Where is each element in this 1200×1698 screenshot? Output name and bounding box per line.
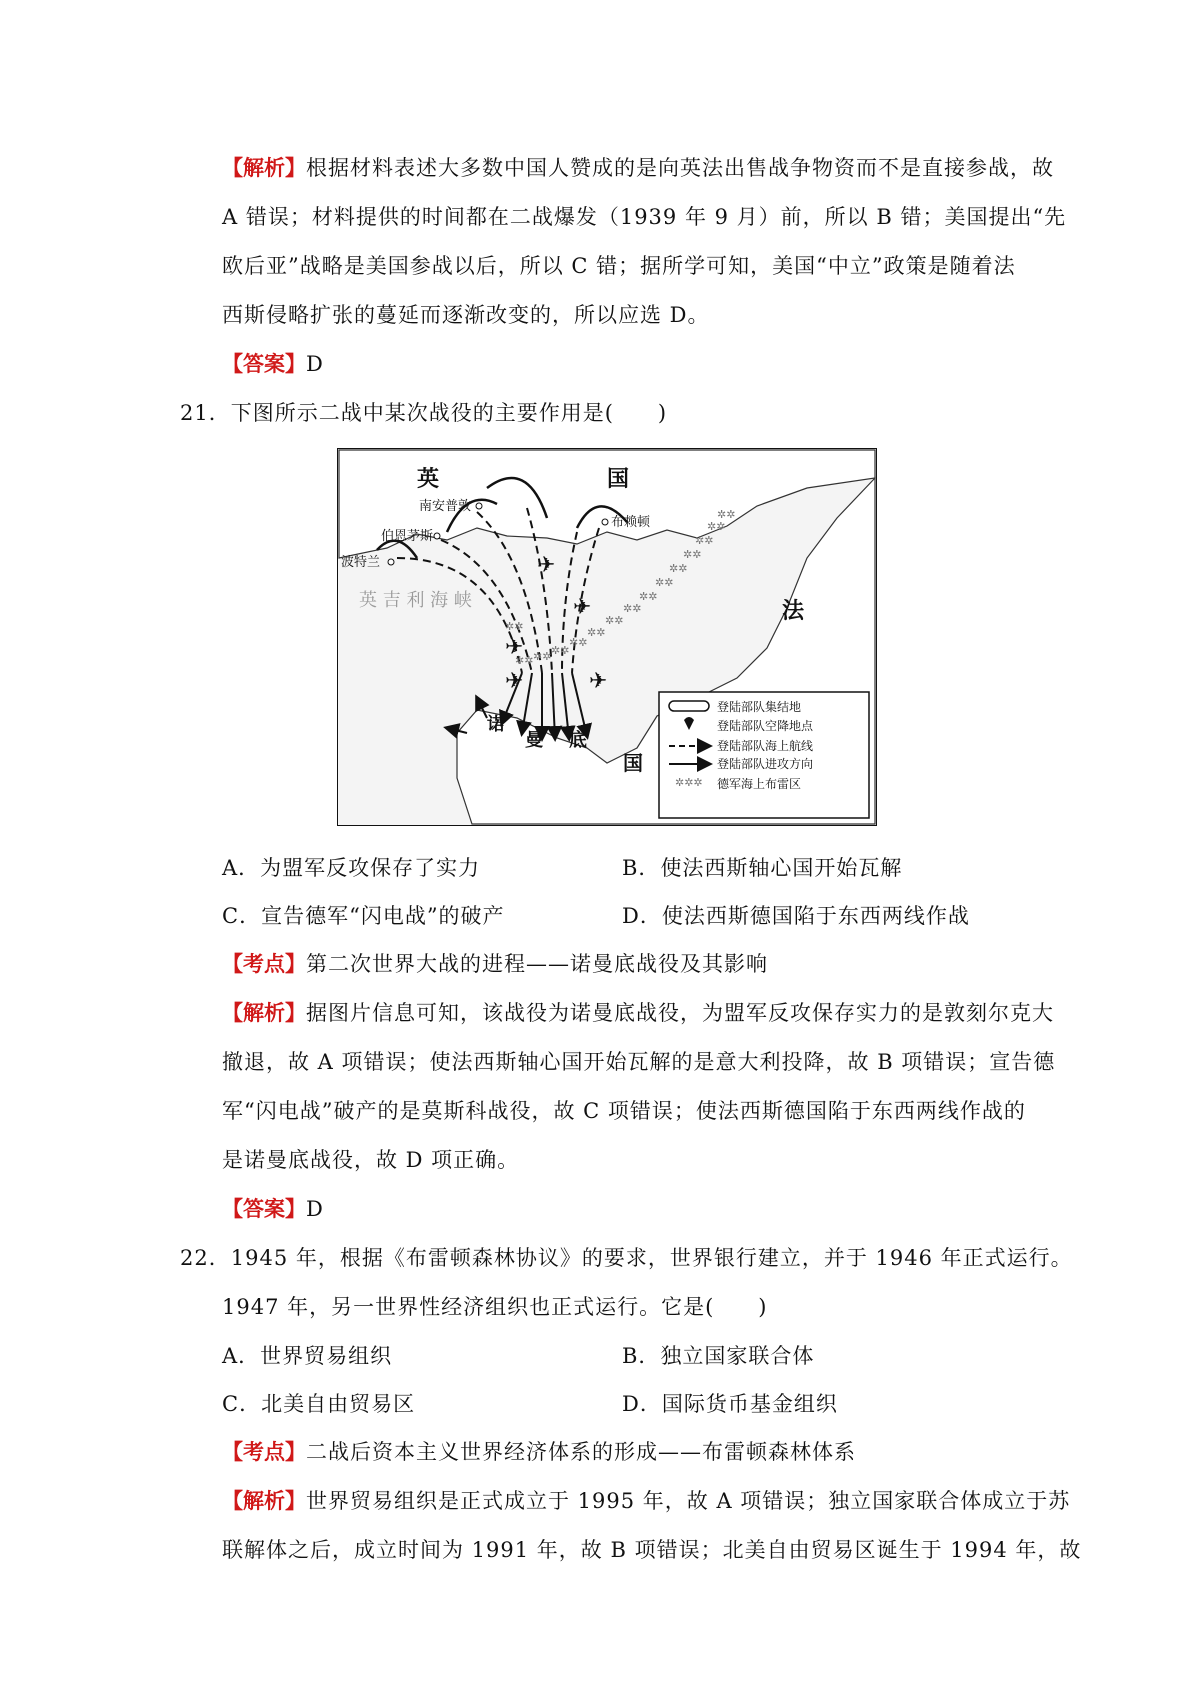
legend-item-3: 登陆部队海上航线	[717, 739, 814, 753]
q21-answer-value: D	[306, 1197, 324, 1221]
label-england-1: 英	[417, 467, 440, 492]
q21-stem	[180, 398, 667, 428]
label-normandy-1: 诺	[487, 714, 505, 735]
q21-analysis-tag: 【解析】	[222, 1001, 306, 1025]
svg-text:✲✲: ✲✲	[669, 562, 688, 575]
legend-item-4: 登陆部队进攻方向	[717, 757, 814, 771]
svg-text:✲✲: ✲✲	[587, 626, 606, 639]
q22-option-d[interactable]: D．国际货币基金组织	[622, 1392, 838, 1416]
town-bournemouth	[434, 533, 440, 539]
q21-option-c[interactable]: C．宣告德军“闪电战”的破产	[222, 904, 505, 928]
label-france-2: 国	[623, 751, 643, 775]
label-channel: 英 吉 利 海 峡	[359, 590, 472, 611]
q21-answer	[222, 1194, 324, 1224]
q22-analysis-line-1: 【解析】世界贸易组织是正式成立于 1995 年，故 A 项错误；独立国家联合体成立于苏	[222, 1489, 1071, 1513]
normandy-map	[337, 448, 877, 826]
q21-analysis-line-2: 撤退，故 A 项错误；使法西斯轴心国开始瓦解的是意大利投降，故 B 项错误；宣告德	[222, 1050, 1056, 1074]
legend-assembly-icon	[669, 701, 709, 711]
q22-analysis-tag: 【解析】	[222, 1489, 306, 1513]
normandy-map-figure	[337, 448, 877, 826]
q22-point: 【考点】二战后资本主义世界经济体系的形成——布雷顿森林体系	[222, 1440, 856, 1464]
svg-text:✲✲: ✲✲	[551, 644, 570, 657]
label-england-2: 国	[607, 467, 630, 492]
svg-text:✲✲: ✲✲	[515, 654, 534, 667]
svg-text:✈: ✈	[573, 595, 592, 620]
svg-text:✈: ✈	[505, 669, 524, 694]
q21-option-d[interactable]: D．使法西斯德国陷于东西两线作战	[622, 904, 970, 928]
svg-text:✲✲: ✲✲	[569, 636, 588, 649]
q21-answer-tag: 【答案】	[222, 1197, 306, 1221]
q20-analysis-tag: 【解析】	[222, 156, 306, 180]
svg-text:✲✲: ✲✲	[623, 602, 642, 615]
q21-point-tag: 【考点】	[222, 952, 306, 976]
svg-text:✲✲: ✲✲	[683, 548, 702, 561]
q22-stem-line-1: 22．1945 年，根据《布雷顿森林协议》的要求，世界银行建立，并于 1946 年正式运行。	[180, 1246, 1073, 1270]
town-southampton	[476, 503, 482, 509]
legend-item-2: 登陆部队空降地点	[717, 719, 814, 733]
q21-point: 【考点】第二次世界大战的进程——诺曼底战役及其影响	[222, 952, 768, 976]
label-portland: 波特兰	[341, 555, 381, 570]
label-normandy-2: 曼	[525, 730, 543, 751]
town-portland	[388, 559, 394, 565]
q20-answer-value: D	[306, 352, 324, 376]
svg-text:✈: ✈	[589, 669, 608, 694]
svg-text:✲✲: ✲✲	[505, 620, 524, 633]
svg-text:✲✲: ✲✲	[707, 520, 726, 533]
svg-text:✲✲: ✲✲	[605, 614, 624, 627]
legend-mine-icon: ✲✲✲	[675, 776, 703, 789]
label-france-1: 法	[782, 599, 805, 624]
svg-text:✲✲: ✲✲	[655, 576, 674, 589]
q21-analysis-line-3: 军“闪电战”破产的是莫斯科战役，故 C 项错误；使法西斯德国陷于东西两线作战的	[222, 1099, 1026, 1123]
label-bournemouth: 伯恩茅斯	[381, 529, 434, 544]
q22-option-b[interactable]: B．独立国家联合体	[622, 1344, 815, 1368]
label-brighton: 布赖顿	[611, 515, 651, 530]
label-southampton: 南安普敦	[419, 499, 472, 514]
label-normandy-3: 底	[569, 730, 587, 751]
q22-option-a[interactable]: A．世界贸易组织	[222, 1344, 393, 1368]
q22-option-c[interactable]: C．北美自由贸易区	[222, 1392, 416, 1416]
q20-analysis-line-4: 西斯侵略扩张的蔓延而逐渐改变的，所以应选 D。	[222, 303, 710, 327]
q20-analysis-line-1: 【解析】根据材料表述大多数中国人赞成的是向英法出售战争物资而不是直接参战，故	[222, 156, 1054, 180]
q21-analysis-line-1: 【解析】据图片信息可知，该战役为诺曼底战役，为盟军反攻保存实力的是敦刻尔克大	[222, 1001, 1054, 1025]
q22-point-tag: 【考点】	[222, 1440, 306, 1464]
q20-answer-tag: 【答案】	[222, 352, 306, 376]
q21-analysis-line-4: 是诺曼底战役，故 D 项正确。	[222, 1148, 520, 1172]
svg-text:✈: ✈	[537, 553, 556, 578]
q21-number: 21．	[180, 401, 231, 425]
svg-text:✲✲: ✲✲	[639, 590, 658, 603]
svg-text:✈: ✈	[505, 635, 524, 660]
q22-number: 22．	[180, 1246, 231, 1270]
q20-analysis-line-3: 欧后亚”战略是美国参战以后，所以 C 错；据所学可知，美国“中立”政策是随着法	[222, 254, 1016, 278]
q21-option-b[interactable]: B．使法西斯轴心国开始瓦解	[622, 856, 903, 880]
q21-stem-text: 下图所示二战中某次战役的主要作用是( )	[230, 401, 668, 425]
q20-analysis-line-2: A 错误；材料提供的时间都在二战爆发（1939 年 9 月）前，所以 B 错；美国提出“先	[222, 205, 1067, 229]
q21-option-a[interactable]: A．为盟军反攻保存了实力	[222, 856, 481, 880]
svg-text:✲✲: ✲✲	[717, 508, 736, 521]
legend-item-1: 登陆部队集结地	[717, 700, 802, 714]
svg-text:✲✲: ✲✲	[533, 650, 552, 663]
legend-item-5: 德军海上布雷区	[717, 777, 802, 791]
town-brighton	[602, 519, 608, 525]
q22-analysis-line-2: 联解体之后，成立时间为 1991 年，故 B 项错误；北美自由贸易区诞生于 1994 年，故	[222, 1538, 1082, 1562]
q20-answer	[222, 349, 324, 379]
svg-text:✲✲: ✲✲	[695, 534, 714, 547]
q22-stem-line-2: 1947 年，另一世界性经济组织也正式运行。它是( )	[222, 1295, 768, 1319]
